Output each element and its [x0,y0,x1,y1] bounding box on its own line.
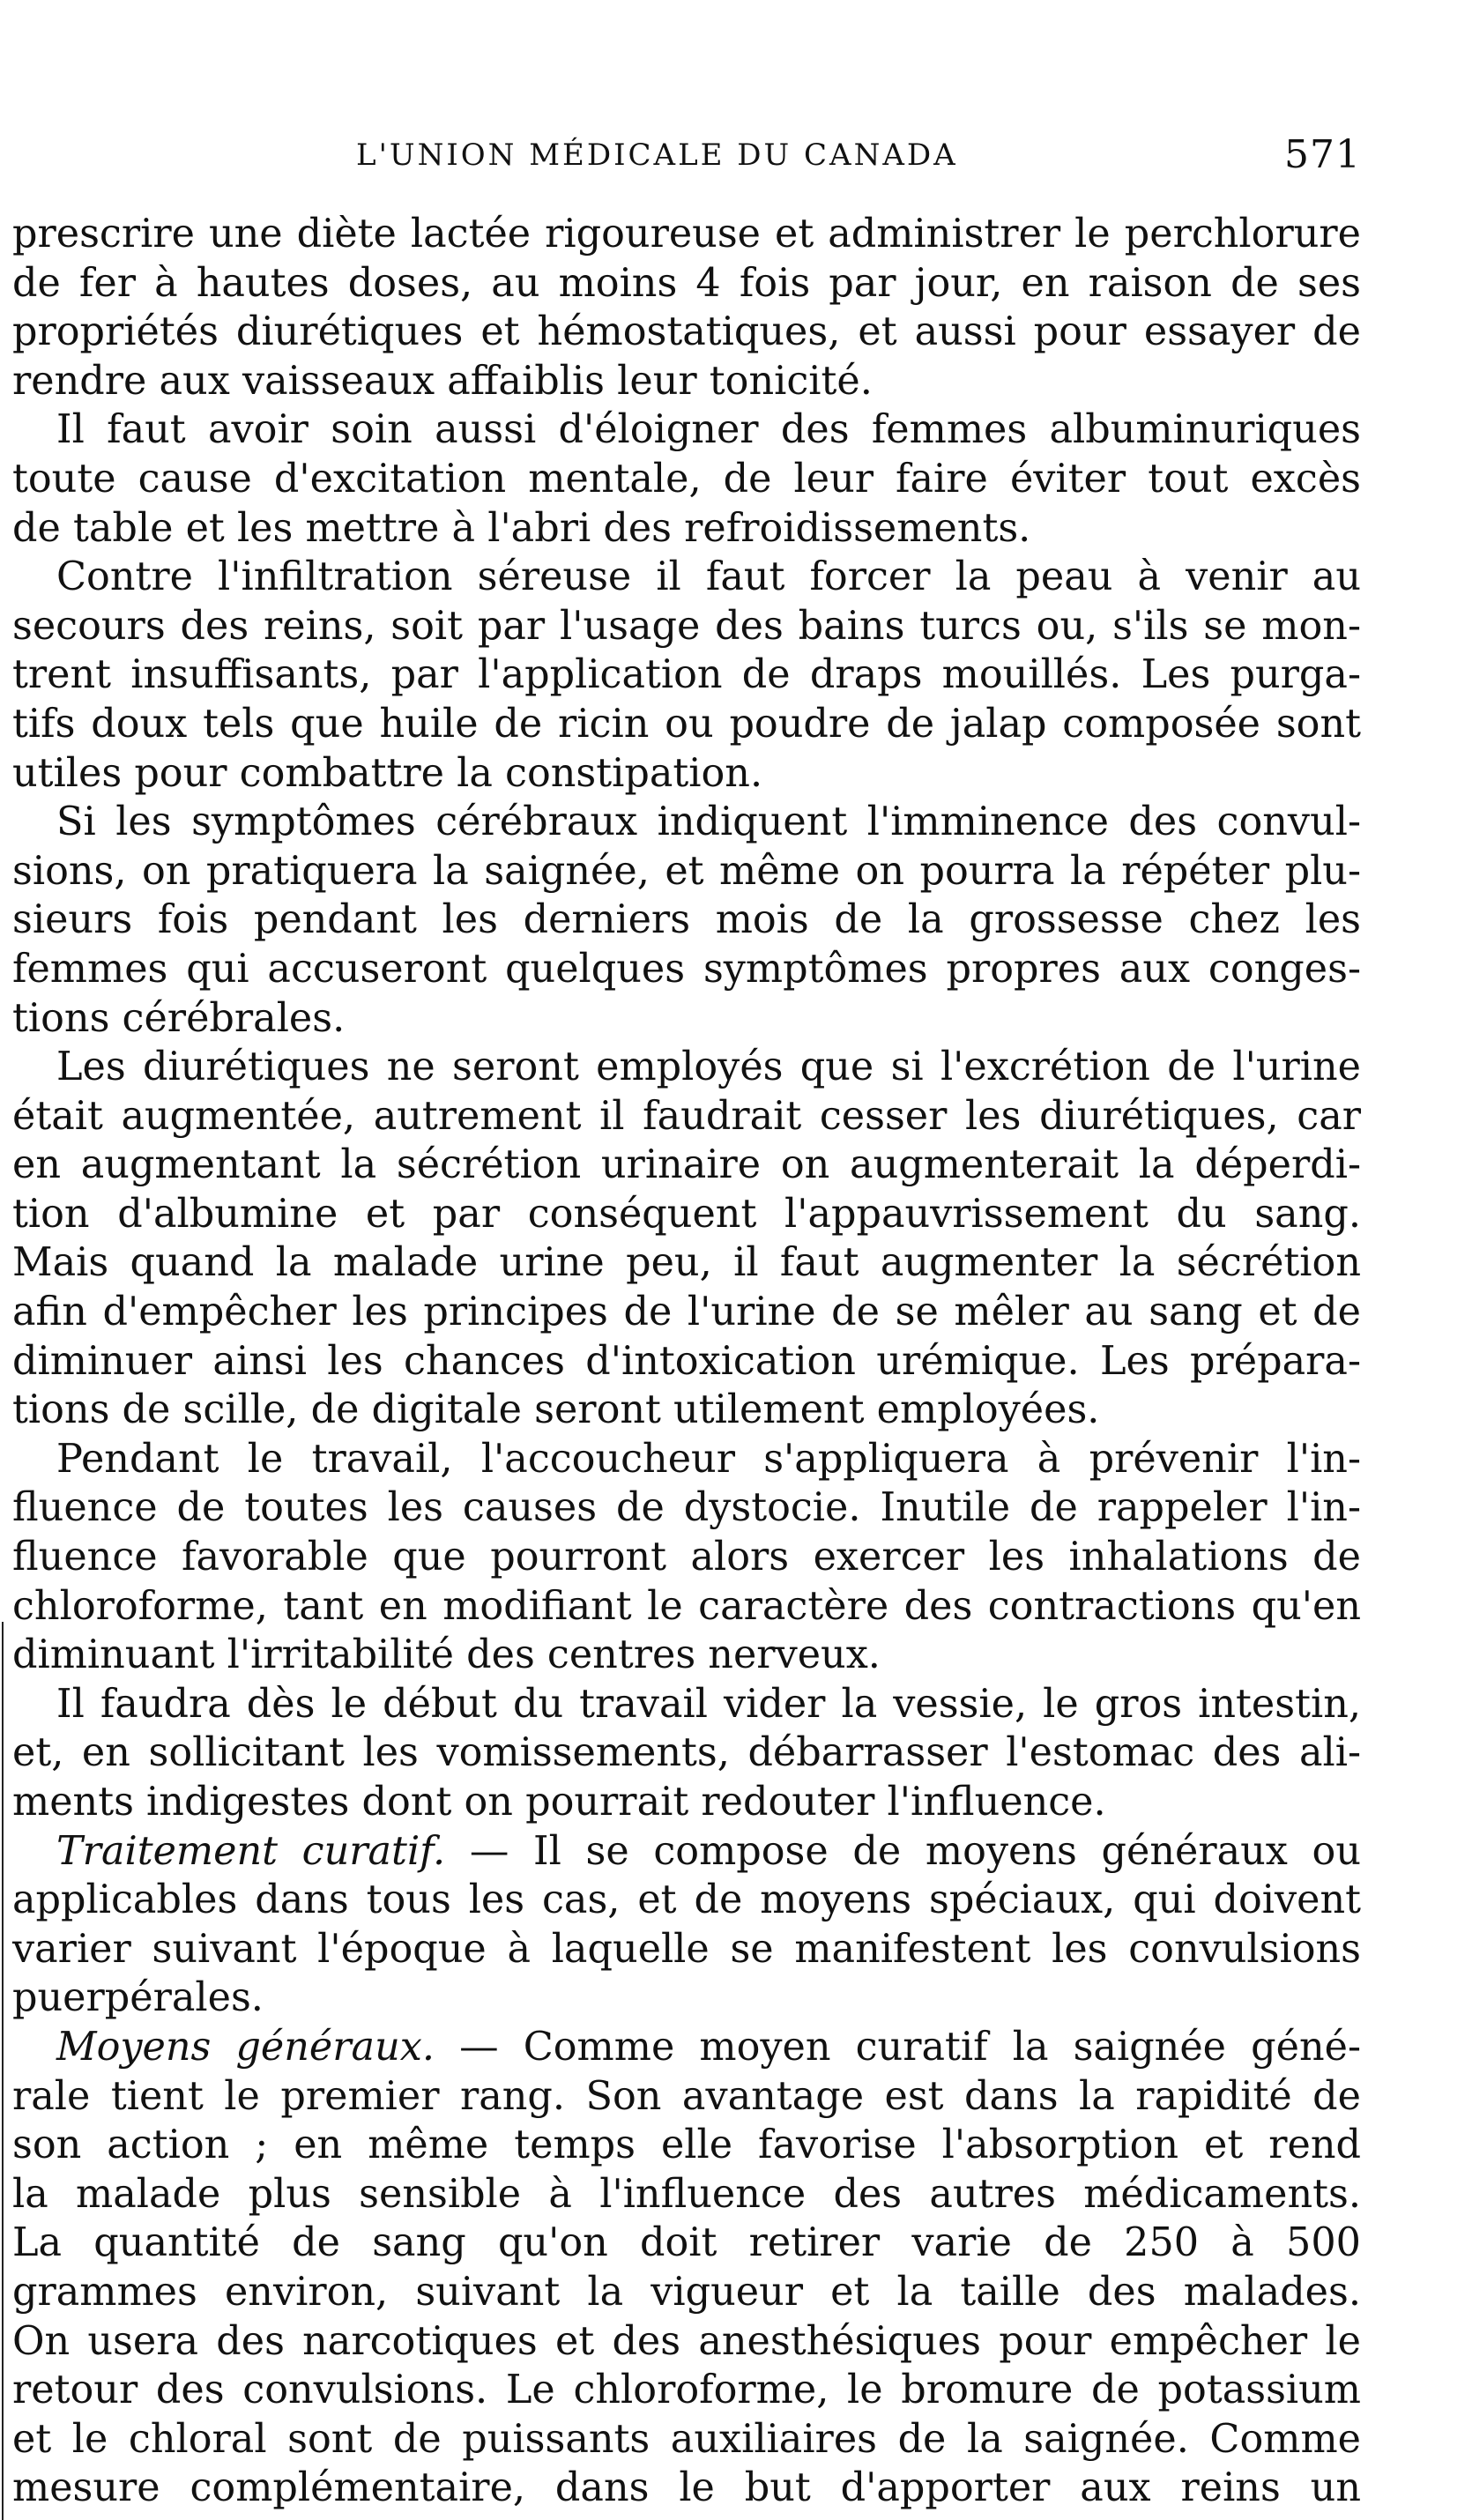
text-line: tions cérébrales. [12,995,346,1041]
text-line: diminuant l'irritabilité des centres nerveux. [12,1632,881,1678]
section-lead: Traitement curatif. [56,1828,446,1874]
text-line: On usera des narcotiques et des anesthésiques pour empêcher le [12,2318,1361,2364]
text-line: mesure complémentaire, dans le but d'apporter aux reins un [12,2465,1361,2511]
text-line [12,2023,1361,2072]
text-line: Si les symptômes cérébraux indiquent l'imminence des convul- [56,799,1361,845]
paragraph [12,1827,1361,2023]
text-line: diminuer ainsi les chances d'intoxication urémique. Les prépara- [12,1338,1361,1384]
text-run: — Comme moyen curatif la saignée géné- [434,2024,1361,2070]
text-line: chloroforme, tant en modifiant le caractère des contractions qu'en [12,1583,1361,1629]
text-line: tions de scille, de digitale seront utilement employées. [12,1387,1100,1433]
paragraph [12,1043,1361,1435]
paragraph [12,1680,1361,1827]
text-line [12,1827,1361,1877]
text-line: femmes qui accuseront quelques symptômes propres aux conges- [12,946,1361,992]
text-line: fluence favorable que pourront alors exercer les inhalations de [12,1535,1361,1580]
text-line: toute cause d'excitation mentale, de leur faire éviter tout excès [12,456,1361,502]
text-line: trent insuffisants, par l'application de draps mouillés. Les purga- [12,652,1361,698]
text-line: ments indigestes dont on pourrait redouter l'influence. [12,1780,1106,1825]
text-line: de table et les mettre à l'abri des refroidissements. [12,505,1031,551]
text-line: en augmentant la sécrétion urinaire on augmenterait la déperdi- [12,1142,1361,1188]
page-number: 571 [1284,132,1361,177]
page-header [12,132,1361,185]
text-line: de fer à hautes doses, au moins 4 fois par jour, en raison de ses [12,260,1361,306]
text-line: tion d'albumine et par conséquent l'appauvrissement du sang. [12,1191,1361,1237]
body-text [12,210,1361,2513]
text-line: afin d'empêcher les principes de l'urine de se mêler au sang et de [12,1290,1361,1335]
text-run: — Il se compose de moyens généraux ou [445,1828,1361,1874]
text-line: Pendant le travail, l'accoucheur s'appliquera à prévenir l'in- [56,1436,1361,1482]
text-line: rale tient le premier rang. Son avantage est dans la rapidité de [12,2073,1361,2119]
text-line: La quantité de sang qu'on doit retirer varie de 250 à 500 [12,2220,1361,2266]
text-line: Contre l'infiltration séreuse il faut forcer la peau à venir au [56,554,1361,600]
paragraph [12,2023,1361,2513]
paragraph [12,210,1361,405]
text-line: retour des convulsions. Le chloroforme, le bromure de potassium [12,2368,1361,2413]
text-line: son action ; en même temps elle favorise l'absorption et rend [12,2122,1361,2168]
paragraph [12,1435,1361,1680]
text-line: la malade plus sensible à l'influence des autres médicaments. [12,2171,1361,2217]
text-line: fluence de toutes les causes de dystocie. Inutile de rappeler l'in- [12,1485,1361,1531]
text-line: sions, on pratiquera la saignée, et même on pourra la répéter plu- [12,848,1361,894]
text-line: puerpérales. [12,1975,264,2021]
paragraph [12,798,1361,1043]
text-line: propriétés diurétiques et hémostatiques, et aussi pour essayer de [12,309,1361,355]
text-line: Mais quand la malade urine peu, il faut augmenter la sécrétion [12,1240,1361,1286]
text-line: secours des reins, soit par l'usage des bains turcs ou, s'ils se mon- [12,603,1361,649]
text-line: et le chloral sont de puissants auxiliaires de la saignée. Comme [12,2416,1361,2462]
text-line: tifs doux tels que huile de ricin ou poudre de jalap composée sont [12,701,1361,747]
text-line: Il faut avoir soin aussi d'éloigner des femmes albuminuriques [56,407,1361,453]
text-line: Il faudra dès le début du travail vider la vessie, le gros intestin, [56,1681,1361,1727]
text-line: était augmentée, autrement il faudrait cesser les diurétiques, car [12,1093,1361,1139]
text-line: rendre aux vaisseaux affaiblis leur tonicité. [12,358,873,404]
text-line: sieurs fois pendant les derniers mois de la grossesse chez les [12,897,1361,943]
text-line: varier suivant l'époque à laquelle se manifestent les convulsions [12,1926,1361,1972]
text-line: grammes environ, suivant la vigueur et la taille des malades. [12,2269,1361,2315]
section-lead: Moyens généraux. [56,2024,435,2070]
text-line: Les diurétiques ne seront employés que si l'excrétion de l'urine [56,1044,1361,1090]
paragraph [12,553,1361,798]
text-line: applicables dans tous les cas, et de moyens spéciaux, qui doivent [12,1877,1361,1923]
scan-edge-rule [2,1622,4,2520]
text-line: prescrire une diète lactée rigoureuse et administrer le perchlorure [12,212,1361,256]
text-line: utiles pour combattre la constipation. [12,750,763,796]
paragraph [12,405,1361,553]
text-line: et, en sollicitant les vomissements, débarrasser l'estomac des ali- [12,1730,1361,1776]
running-title: L'UNION MÉDICALE DU CANADA [356,138,958,173]
